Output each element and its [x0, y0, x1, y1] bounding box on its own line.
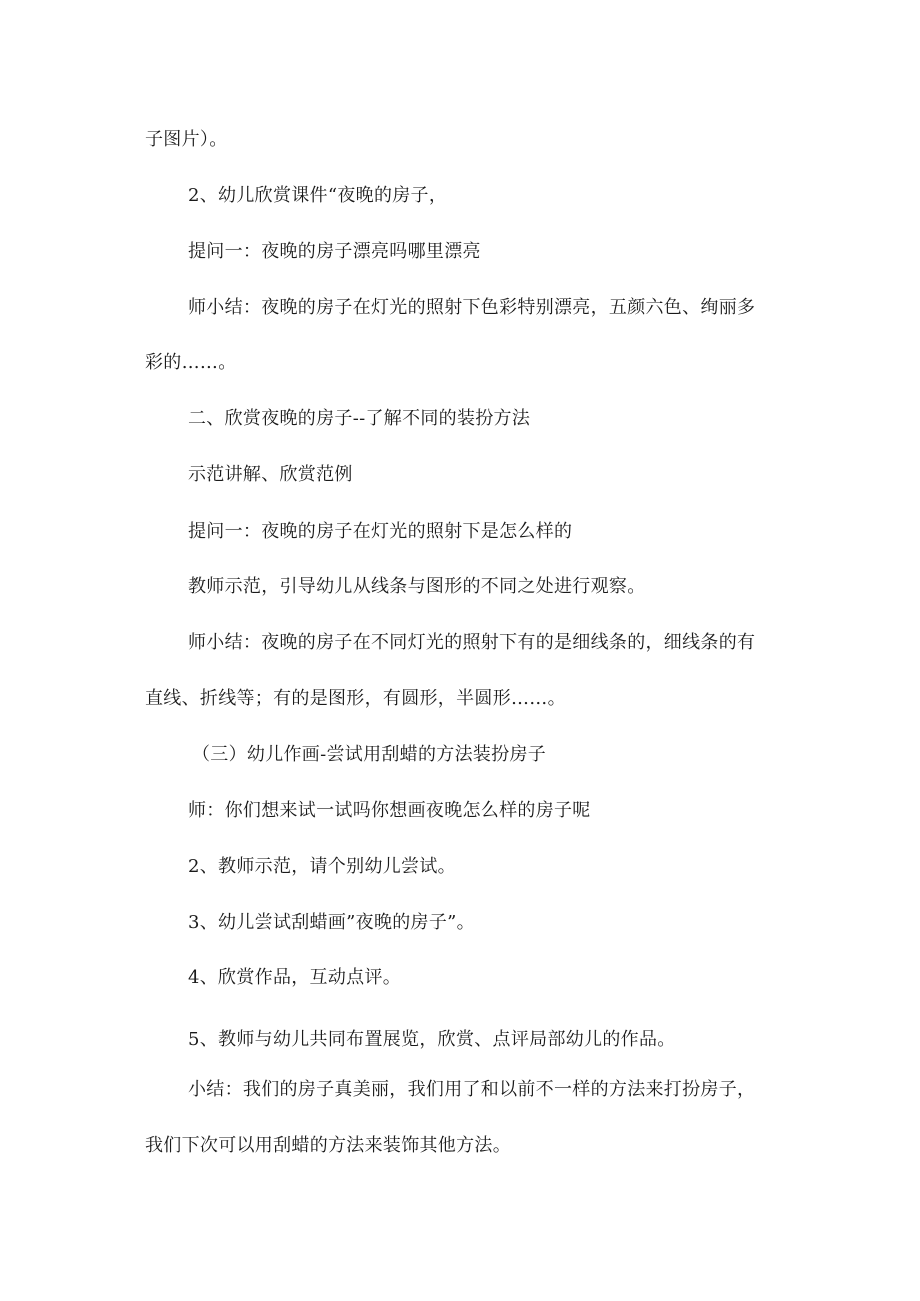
paragraph-2: 2、幼儿欣赏课件“夜晚的房子， [188, 185, 448, 206]
paragraph-4: 师小结：夜晚的房子在灯光的照射下色彩特别漂亮，五颜六色、绚丽多 [188, 297, 756, 318]
section-heading-3: （三）幼儿作画-尝试用刮蜡的方法装扮房子 [192, 744, 547, 765]
section-heading-2: 二、欣赏夜晚的房子--了解不同的装扮方法 [188, 408, 531, 429]
paragraph-9: 教师示范，引导幼儿从线条与图形的不同之处进行观察。 [188, 576, 646, 597]
paragraph-10: 师小结：夜晚的房子在不同灯光的照射下有的是细线条的，细线条的有 [188, 632, 756, 653]
paragraph-8: 提问一：夜晚的房子在灯光的照射下是怎么样的 [188, 521, 573, 542]
paragraph-14: 2、教师示范，请个别幼儿尝试。 [188, 856, 456, 877]
paragraph-15: 3、幼儿尝试刮蜡画”夜晚的房子”。 [188, 912, 475, 933]
paragraph-17: 5、教师与幼儿共同布置展览，欣赏、点评局部幼儿的作品。 [188, 1029, 676, 1050]
paragraph-7: 示范讲解、欣赏范例 [188, 464, 353, 485]
paragraph-3: 提问一：夜晚的房子漂亮吗哪里漂亮 [188, 241, 481, 262]
paragraph-11: 直线、折线等；有的是图形，有圆形，半圆形……。 [145, 688, 566, 709]
paragraph-1: 子图片）。 [145, 129, 228, 150]
paragraph-16: 4、欣赏作品，互动点评。 [188, 967, 402, 988]
paragraph-19: 我们下次可以用刮蜡的方法来装饰其他方法。 [145, 1135, 511, 1156]
paragraph-5: 彩的……。 [145, 352, 237, 373]
paragraph-13: 师：你们想来试一试吗你想画夜晚怎么样的房子呢 [188, 800, 591, 821]
paragraph-18: 小结：我们的房子真美丽，我们用了和以前不一样的方法来打扮房子， [188, 1079, 756, 1100]
